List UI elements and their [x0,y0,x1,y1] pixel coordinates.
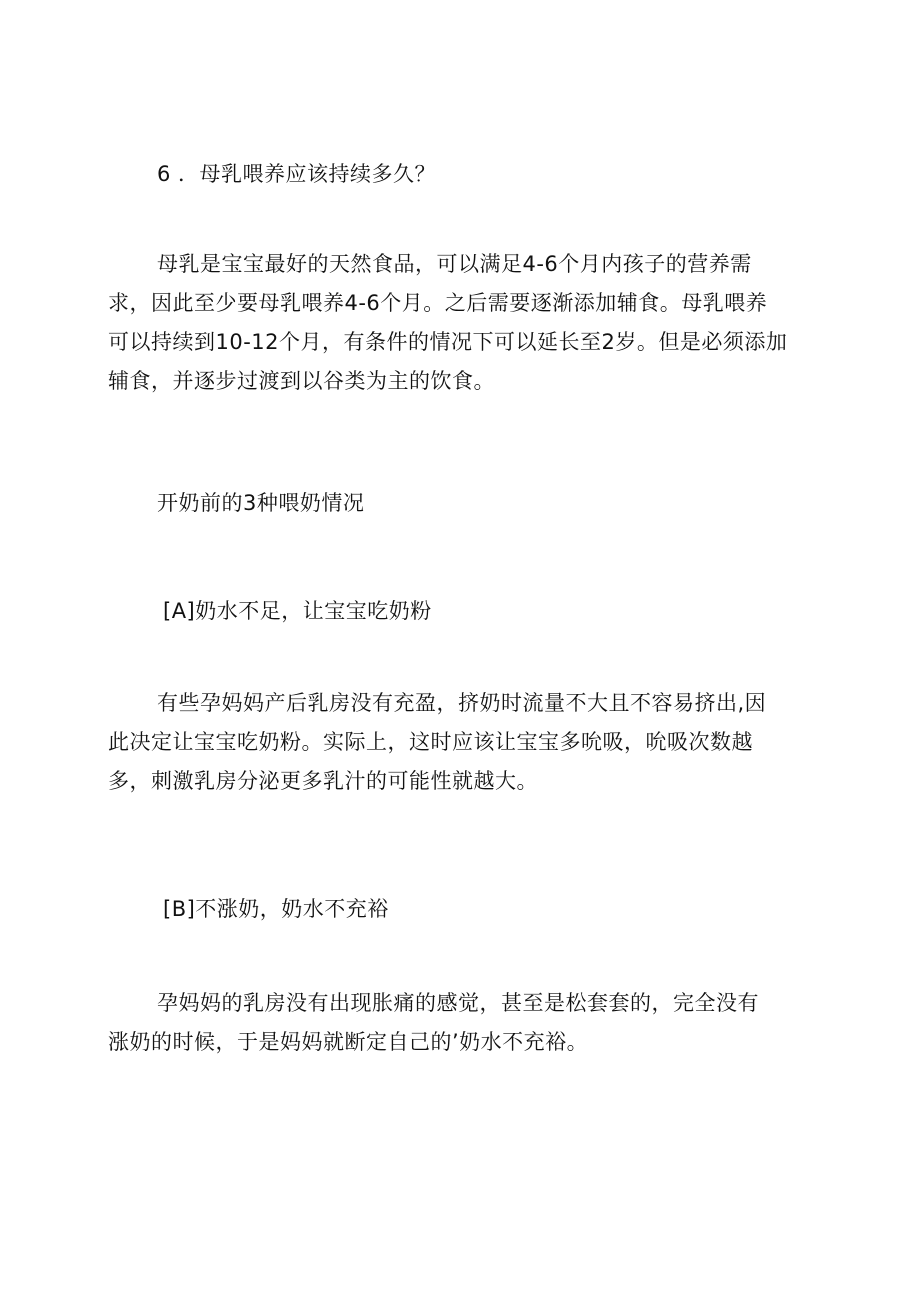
paragraph-line: 可以持续到10-12个月，有条件的情况下可以延长至2岁。但是必须添加 [108,330,788,354]
paragraph-case-b [108,984,759,1062]
case-a-heading: [A]奶水不足，让宝宝吃奶粉 [163,599,432,623]
case-b-heading: [B]不涨奶，奶水不充裕 [163,897,389,921]
paragraph-line: 母乳是宝宝最好的天然食品，可以满足4-6个月内孩子的营养需 [157,252,752,276]
paragraph-line: 辅食，并逐步过渡到以谷类为主的饮食。 [108,369,495,393]
section-subheading: 开奶前的3种喂奶情况 [157,491,365,515]
paragraph-line: 此决定让宝宝吃奶粉。实际上，这时应该让宝宝多吮吸，吮吸次数越 [108,730,753,754]
paragraph-line: 涨奶的时候，于是妈妈就断定自己的’奶水不充裕。 [108,1030,589,1054]
paragraph-line: 孕妈妈的乳房没有出现胀痛的感觉，甚至是松套套的，完全没有 [157,991,759,1015]
paragraph-case-a [108,684,766,801]
paragraph-line: 求，因此至少要母乳喂养4-6个月。之后需要逐渐添加辅食。母乳喂养 [108,291,768,315]
paragraph-line: 有些孕妈妈产后乳房没有充盈，挤奶时流量不大且不容易挤出,因 [157,691,767,715]
question-heading: 6 ．母乳喂养应该持续多久？ [157,162,437,186]
paragraph-feeding-duration [108,245,787,401]
paragraph-line: 多，刺激乳房分泌更多乳汁的可能性就越大。 [108,769,538,793]
